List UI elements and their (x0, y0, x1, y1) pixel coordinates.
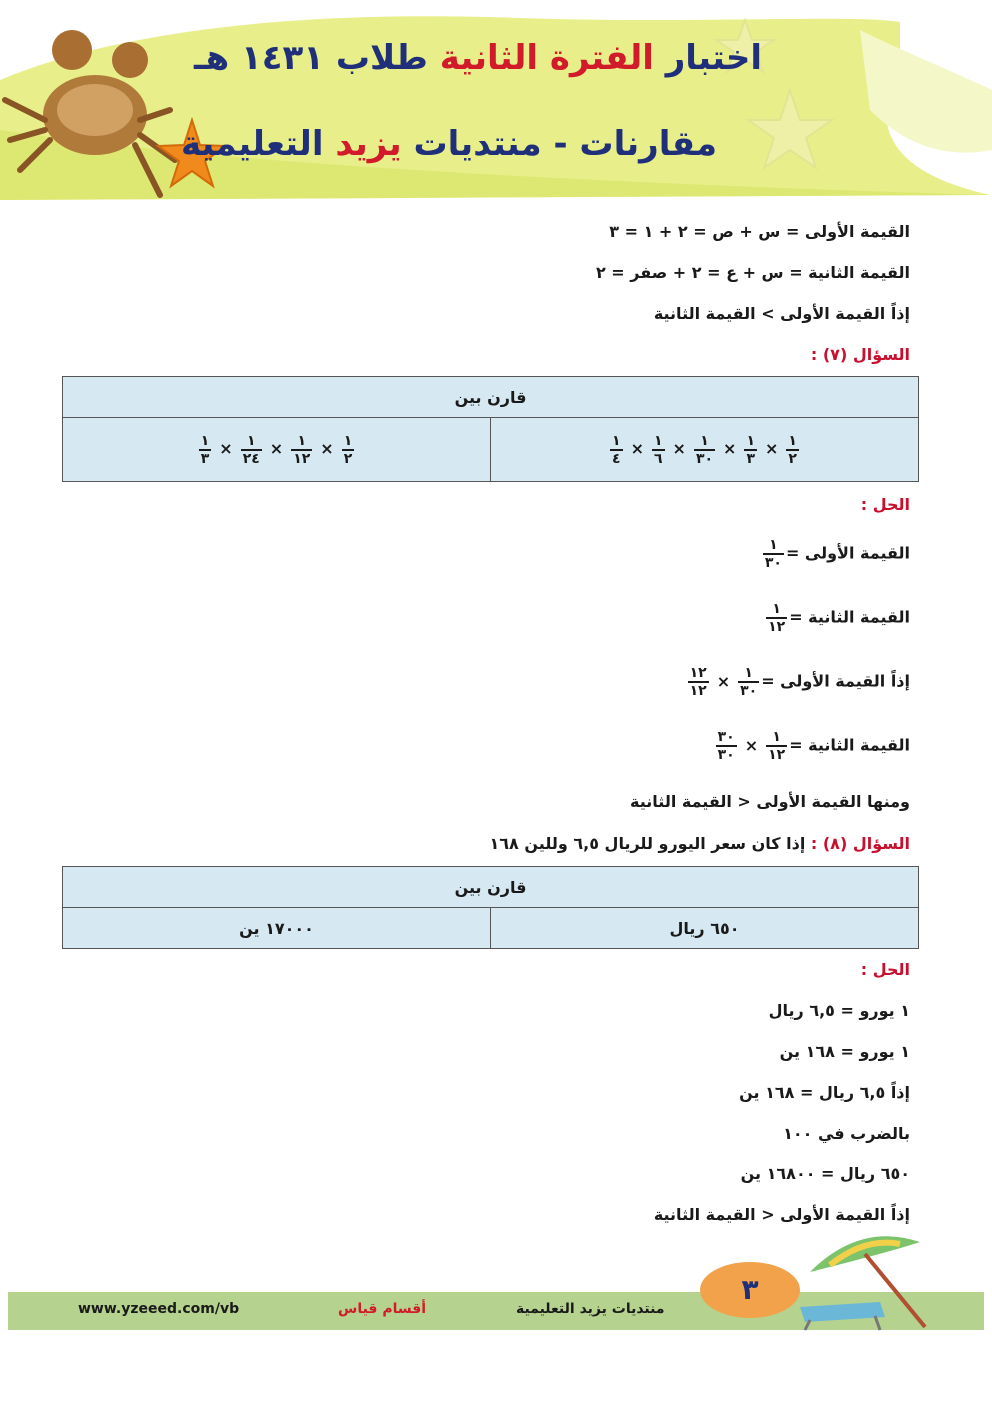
q8-left-value: ١٧٠٠٠ ين (63, 908, 491, 949)
intro-line: القيمة الثانية = س + ع = ٢ + صفر = ٢ (595, 263, 910, 282)
q8-conclusion: إذاً القيمة الأولى < القيمة الثانية (653, 1205, 910, 1224)
fraction: $\frac{١}{١٢}$ (293, 432, 311, 467)
question-8-label: السؤال (٨) : (810, 834, 910, 853)
fraction: $\frac{١}{٦}$ (654, 432, 663, 467)
q8-solution-step: ١ يورو = ١٦٨ ين (779, 1042, 910, 1061)
fraction: $\frac{١}{٣}$ (200, 432, 210, 467)
intro-line: القيمة الأولى = س + ص = ٢ + ١ = ٣ (609, 222, 910, 241)
footer-url[interactable]: www.yzeeed.com/vb (78, 1301, 240, 1317)
q7-conclusion: ومنها القيمة الأولى < القيمة الثانية (630, 792, 910, 811)
page-title (194, 38, 762, 78)
footer-forum: منتديات يزيد التعليمية (516, 1301, 665, 1317)
q8-solution-step: ٦٥٠ ريال = ١٦٨٠٠ ين (740, 1164, 910, 1183)
q7-solution-step: القيمة الأولى = $\frac{١}{٣٠}$ (764, 537, 910, 571)
q7-solution-step: القيمة الثانية = $\frac{١}{١٢}$ × $\frac{٣٠}{٣٠}$ (717, 729, 910, 763)
beach-umbrella-icon (790, 1232, 940, 1332)
intro-line: إذاً القيمة الأولى > القيمة الثانية (653, 304, 910, 323)
q7-left-expression: $\frac{١}{٢}$ × $\frac{١}{١٢}$ × $\frac{١}{٢٤}$ × $\frac{١}{٣}$ (63, 418, 491, 482)
title-prefix: اختبار (665, 38, 762, 78)
compare-header: قارن بين (63, 377, 919, 418)
question-8-header (490, 834, 910, 853)
q8-solution-step: إذاً ٦,٥ ريال = ١٦٨ ين (739, 1083, 910, 1102)
question-8-table (62, 866, 919, 949)
fraction: $\frac{١}{٢}$ (343, 432, 353, 467)
q8-solution-label: الحل : (860, 960, 910, 979)
fraction: $\frac{١}{٣٠}$ (695, 432, 714, 467)
q8-solution-step: ١ يورو = ٦,٥ ريال (768, 1001, 910, 1020)
fraction: $\frac{١}{٢٤}$ (242, 432, 260, 467)
subtitle-highlight: يزيد (335, 124, 402, 164)
title-suffix: طلاب ١٤٣١ هـ (193, 38, 428, 78)
subtitle-prefix: مقارنات - منتديات (413, 124, 717, 164)
fraction: $\frac{١}{٣}$ (746, 432, 755, 467)
q7-right-expression: $\frac{١}{٢}$ × $\frac{١}{٣}$ × $\frac{١}{٣٠}$ × $\frac{١}{٦}$ × $\frac{١}{٤}$ (491, 418, 919, 482)
page-subtitle (181, 124, 717, 164)
q7-solution-label: الحل : (860, 495, 910, 514)
question-7-label: السؤال (٧) : (810, 345, 910, 364)
footer-section: أقسام قياس (338, 1301, 427, 1317)
page-number-badge: ٣ (700, 1262, 800, 1318)
compare-header: قارن بين (63, 867, 919, 908)
q7-solution-step: إذاً القيمة الأولى = $\frac{١}{٣٠}$ × $\frac{١٢}{١٢}$ (689, 665, 910, 699)
q8-solution-step: بالضرب في ١٠٠ (783, 1124, 910, 1143)
question-8-statement: إذا كان سعر اليورو للريال ٦,٥ وللين ١٦٨ (489, 834, 806, 853)
q7-solution-step: القيمة الثانية = $\frac{١}{١٢}$ (768, 601, 910, 635)
question-7-table (62, 376, 919, 482)
fraction: $\frac{١}{٢}$ (788, 432, 797, 467)
fraction: $\frac{١}{٤}$ (612, 432, 621, 467)
title-highlight: الفترة الثانية (439, 38, 654, 78)
subtitle-suffix: التعليمية (180, 124, 324, 164)
q8-right-value: ٦٥٠ ريال (491, 908, 919, 949)
